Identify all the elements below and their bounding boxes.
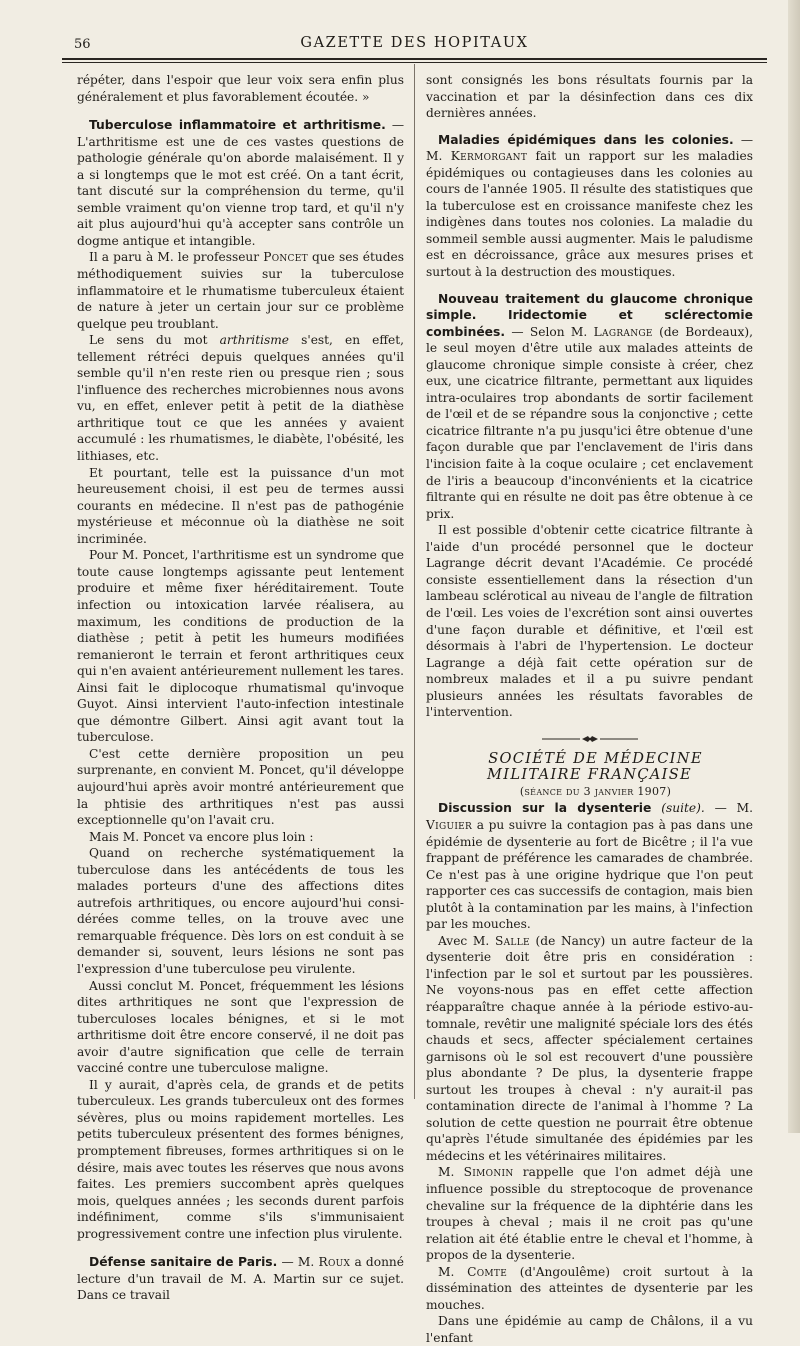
- paragraph-text: Il a paru à M. le professeur: [89, 250, 264, 265]
- person-name: Kermorgant: [450, 149, 528, 164]
- paragraph: Aussi conclut M. Poncet, fréquemment les lésions dites arthritiques ne sont que l'expression de tuberculoses locales bénignes, et si le mot arthritisme doit être encore conservé, il ne doit pas avoir d'autre signification que celle de terrain vacciné contre une tuberculose maligne.: [77, 978, 404, 1076]
- article-glaucome: [426, 291, 753, 523]
- header-rule-thin: [62, 62, 767, 63]
- article-defense: [77, 1254, 404, 1304]
- paragraph-text: s'est, en effet, tellement rétréci depuis quelques années qu'il semble qu'il n'en reste rien ou presque rien ; sous l'influence des recherches microbiennes nous avons vu, en effet, enlever petit à petit de la diathèse arthritique tout ce que les années y avaient accumulé : les rhumatismes, le diabète, l'obésité, les lithiases, etc.: [77, 333, 404, 464]
- person-name: Roux: [318, 1255, 351, 1270]
- paragraph-text: — M.: [281, 1255, 319, 1270]
- running-title: GAZETTE DES HOPITAUX: [300, 35, 529, 51]
- paragraph-text: rappelle que l'on admet déjà une influence possible du streptocoque de provenance chevaline sur la fréquence de la diphtérie dans les troupes à cheval ; mais il ne croit pas qu'une relation ait été établie entre le cheval et l'homme, à propos de la dysenterie.: [426, 1165, 753, 1263]
- paragraph-text: M.: [438, 1264, 468, 1279]
- paragraph-text: (d'Angoulême) croit surtout à la dissémination des atteintes de dysenterie par les mouches.: [426, 1264, 753, 1312]
- paragraph: Il y aurait, d'après cela, de grands et de petits tuberculeux. Les grands tuberculeux ont des formes sévères, plus ou moins rapidement mortelles. Les petits tuberculeux présentent des formes bénignes, promptement fibreuses, formes arthritiques si on le désire, mais avec toutes les réserves que nous avons faites. Les premiers succombent après quelques mois, quelques années ; les seconds durent parfois indéfiniment, comme s'ils s'immunisaient progressivement contre une infection plus virulente.: [77, 1077, 404, 1241]
- section-heading: Maladies épidémiques dans les colonies.: [438, 132, 734, 147]
- section-heading: Tuberculose inflammatoire et arthritisme.: [89, 118, 386, 133]
- paragraph: sont consignés les bons résultats fournis par la vaccination et par la désinfection dans ces dix dernières années.: [426, 73, 753, 121]
- left-column: [77, 72, 404, 1304]
- session-date-text: (séance du 3 janvier 1907): [519, 784, 672, 798]
- paragraph-text: que ses études méthodiquement suivies sur la tuberculose inflammatoire et le rhumatisme tuberculeux étaient de nature à jeter un certain jour sur ce problème quelque peu troublant.: [77, 250, 404, 331]
- italic-term: (suite).: [661, 801, 705, 816]
- header-rule-thick: [62, 58, 767, 60]
- paragraph: [426, 933, 753, 1165]
- paragraph: Pour M. Poncet, l'arthritisme est un syndrome que toute cause longtemps agissante peut lentement produire et même fixer héréditairement. Toute infection ou intoxication larvée réalisera, au maximum, les conditions de production de la diathèse ; petit à petit les humeurs modifiées remanieront le terrain et feront arthritiques ceux qui n'en avaient antérieurement nullement les tares. Ainsi fait le diplocoque rhumatismal qu'invoque Guyot. Ainsi intervient l'auto-infection intestinale que démontre Gilbert. Ainsi agit avant tout la tuberculose.: [77, 548, 404, 745]
- page-edge: [788, 0, 800, 1133]
- paragraph: [77, 249, 404, 332]
- right-column: [426, 72, 753, 1346]
- person-name: Simonin: [463, 1165, 514, 1180]
- paragraph: répéter, dans l'espoir que leur voix sera enfin plus généralement et plus favorablement écoutée. »: [77, 73, 404, 104]
- paragraph: Quand on recherche systématiquement la tuberculose dans les antécédents de tous les malades porteurs d'une des affections dites autrefois arthritiques, ou encore aujourd'hui considérées comme telles, on la trouve avec une remarquable fréquence. Dès lors on est conduit à se demander si, souvent, leurs lésions ne sont pas l'expression d'une tuberculose peu virulente.: [77, 846, 404, 976]
- paragraph: [426, 1264, 753, 1314]
- section-ornament: [426, 735, 753, 743]
- person-name: Viguier: [426, 817, 473, 832]
- paragraph: [77, 332, 404, 464]
- paragraph: Il est possible d'obtenir cette cicatrice filtrante à l'aide d'un procédé personnel que le docteur Lagrange décrit devant l'Académie. Ce procédé consiste essentiellement dans la résection d'un lambeau sclérotical au niveau de l'angle de filtration de l'œil. Les voies de l'excrétion sont ainsi ouvertes d'une façon durable et définitive, et l'œil est désormais à l'abri de l'hypertension. Le docteur Lagrange a déjà fait cette opération sur de nombreux malades et il a pu suivre pendant plusieurs années les résultats favorables de l'intervention.: [426, 523, 753, 720]
- paragraph-text: — Selon M.: [511, 324, 594, 339]
- session-date: [426, 784, 753, 801]
- paragraph-text: M.: [438, 1165, 464, 1180]
- paragraph-text: a pu suivre la contagion pas à pas dans une épidémie de dysenterie au fort de Bicêtre ; il l'a vue frappant de préférence les camarades de chambrée. Ce n'est pas à une origine hydrique que l'on peut rapporter ces cas successifs de contagion, mais bien plutôt à la contamination par les mains, à l'infection par les mouches.: [426, 817, 753, 932]
- paragraph-text: fait un rapport sur les maladies épidémiques ou contagieuses dans les colonies au cours de l'année 1905. Il résulte des statistiques que la tuberculose est en croissance manifeste chez les indigènes dans toutes nos colonies. La maladie du sommeil semble aussi augmenter. Mais le paludisme est en décroissance, grâce aux mesures prises et surtout à la destruction des moustiques.: [426, 149, 754, 280]
- society-title: SOCIÉTÉ DE MÉDECINE MILITAIRE FRANÇAISE: [487, 749, 703, 784]
- italic-term: arthritisme: [219, 333, 290, 348]
- section-heading: Discussion sur la dysenterie: [438, 801, 652, 816]
- paragraph: Mais M. Poncet va encore plus loin :: [89, 829, 314, 844]
- paragraph-text: (de Bordeaux), le seul moyen d'être utile aux malades atteints de glaucome chronique simple consiste à créer, chez eux, une cicatrice filtrante, permettant aux liquides intra-oculaires trop abondants de sortir facilement de l'œil et de se répandre sous la conjonctive ; cette cicatrice filtrante n'a pu jusqu'ici être obtenue d'une façon durable que par l'enclavement de l'iris dans l'incision faite à la coque oculaire ; cet enclavement de l'iris a beaucoup d'inconvénients et la cicatrice filtrante qui en résulte ne doit pas être obtenue à ce prix.: [426, 324, 753, 521]
- person-name: Comte: [467, 1264, 508, 1279]
- person-name: Poncet: [263, 250, 308, 265]
- paragraph: Et pourtant, telle est la puissance d'un mot heureusement choisi, il est peu de termes aussi courants en médecine. Il n'est pas de pathogénie mystérieuse et méconnue où la diathèse ne soit incriminée.: [77, 465, 404, 546]
- person-name: Lagrange: [593, 324, 653, 339]
- section-heading: Nouveau traitement du glaucome chronique simple. Iridectomie et sclérectomie combinées.: [426, 291, 753, 339]
- paragraph: C'est cette dernière proposition un peu surprenante, en convient M. Poncet, qu'il développe aujourd'hui après avoir montré antérieurement que la phtisie des arthritiques n'est pas aussi exceptionnelle qu'on l'avait cru.: [77, 746, 404, 828]
- article-dysenterie: [426, 800, 753, 932]
- paragraph-text: — M.: [704, 801, 754, 816]
- paragraph-text: Avec M.: [438, 933, 495, 948]
- page-number: 56: [74, 37, 91, 52]
- paragraph: Dans une épidémie au camp de Châlons, il a vu l'enfant: [426, 1314, 753, 1345]
- paragraph-text: — M.: [426, 132, 754, 164]
- paragraph-text: Le sens du mot: [89, 333, 220, 348]
- column-divider: [414, 64, 415, 1099]
- article-tuberculose: [77, 117, 404, 249]
- article-maladies: [426, 132, 753, 281]
- paragraph-text: — L'arthritisme est une de ces vastes questions de pathologie générale qu'on aborde malaisément. Il y a si longtemps que le mot est créé. On a tant écrit, tant discuté sur la compréhension du terme, qu'il semble vraiment qu'on vienne trop tard, et qu'il n'y ait plus aujourd'hui qu'à accepter sans contrôle un dogme antique et intangible.: [77, 118, 404, 248]
- page-header: [62, 33, 767, 55]
- section-heading: Défense sanitaire de Paris.: [89, 1255, 278, 1270]
- person-name: Salle: [494, 933, 530, 948]
- paragraph-text: a donné lecture d'un travail de M. A. Martin sur ce sujet. Dans ce travail: [77, 1255, 404, 1303]
- paragraph: [426, 1164, 753, 1263]
- paragraph-text: (de Nancy) un autre facteur de la dysenterie doit être pris en considération : l'infection par le sol et surtout par les poussières. Ne voyons-nous pas en effet cette affection réapparaître chaque année à la période estivo-automnale, revêtir une malignité spéciale lors des étés chauds et secs, affecter spécialement certaines garnisons où le sol est recouvert d'une poussière plus abondante ? De plus, la dysenterie frappe surtout les troupes à cheval : n'y aurait-il pas contamination directe de l'animal à l'homme ? La solution de cette question ne pourrait être obtenue qu'après l'étude simultanée des épidémies par les médecins et les vétérinaires militaires.: [426, 933, 753, 1163]
- ornament-rule-icon: [542, 735, 638, 743]
